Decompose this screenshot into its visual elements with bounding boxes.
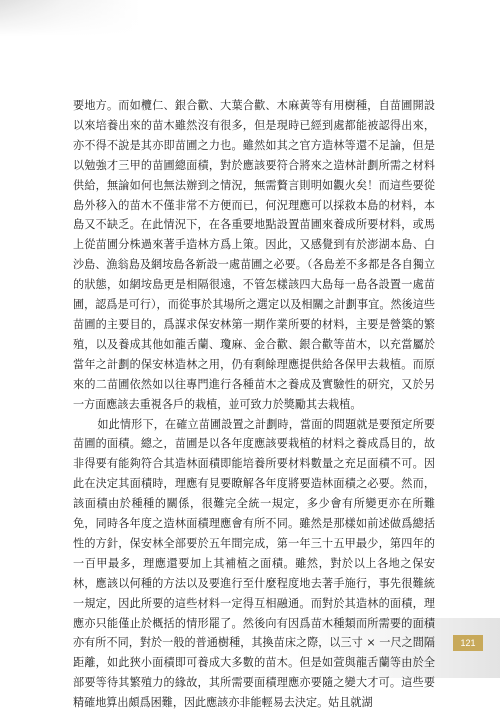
page-number: 121 — [453, 635, 483, 651]
body-text — [73, 96, 435, 713]
paragraph: 如此情形下，在確立苗圃設置之計劃時，當面的問題就是要預定所要苗圃的面積。總之，苗圃是以各年度應該要栽植的材料之養成爲目的，故非得要有能夠符合其造林面積即能培養所要材料數量之充足面積不可。因此在決定其面積時，理應有見要瞭解各年度將要造林面積之必要。然而，該面積由於種種的關係，很難完全統一規定，多少會有所變更亦在所難免，同時各年度之造林面積理應會有所不同。雖然是那樣如前述做爲總括性的方針，保安林全部要於五年間完成，第一年三十五甲最少，第四年的一百甲最多，理應還要加上其補植之面積。雖然，對於以上各地之保安林，應該以何種的方法以及要進行至什麼程度地去著手施行，事先很難統一規定，因此所要的這些材料一定得互相融通。而對於其造林的面積，理應亦只能僅止於概括的情形罷了。然後向有因爲苗木種類而所需要的面積亦有所不同，對於一般的普通樹種，其換苗床之際，以三寸 × 一尺之間隔距離，如此狹小面積即可養成大多數的苗木。但是如萱與龍舌蘭等由於全部要等待其繁殖力的緣故，其所需要面積理應亦要隨之變大才可。這些要精確地算出頗爲困難，因此應該亦非能輕易去決定。姑且就湖 — [73, 415, 435, 713]
decorative-corner-top — [0, 0, 140, 36]
paragraph: 要地方。而如欖仁、銀合歡、大葉合歡、木麻黃等有用樹種，自苗圃開設以來培養出來的苗木雖然沒有很多，但是現時已經到處都能被認得出來，亦不得不說是其亦即苗圃之力也。雖然如其之官方造林等還不足論，但是以勉強才三甲的苗圃總面積，對於應該要符合將來之造林計劃所需之材料供給，無論如何也無法辦到之情況，無需贅言則明如觀火矣！而這些要從島外移入的苗木不僅非常不方便而已，何況理應可以採救本島的材料，本島又不缺乏。在此情況下，在各重要地點設置苗圃來養成所要材料，或馬上從苗圃分株過來著手造林方爲上策。因此，又感覺到有於澎湖本島、白沙島、漁翁島及網垵島各新設一處苗圃之必要。（各島差不多都是各自獨立的狀態，如網垵島更是相隔很遠，不管怎樣該四大島每一島各設置一處苗圃，認爲是可行），而從事於其場所之選定以及相關之計劃事宜。然後這些苗圃的主要目的，爲謀求保安林第一期作業所要的材料，主要是營築的繁殖，以及養成其他如龍舌蘭、瓊麻、金合歡、銀合歡等苗木，以充當屬於當年之計劃的保安林造林之用，仍有剩餘理應提供給各保甲去栽植。而原來的二苗圃依然如以往專門進行各種苗木之養成及實驗性的研究，又於另一方面應該去重視各戶的栽植，並可致力於獎勵其去栽植。 — [73, 96, 435, 415]
